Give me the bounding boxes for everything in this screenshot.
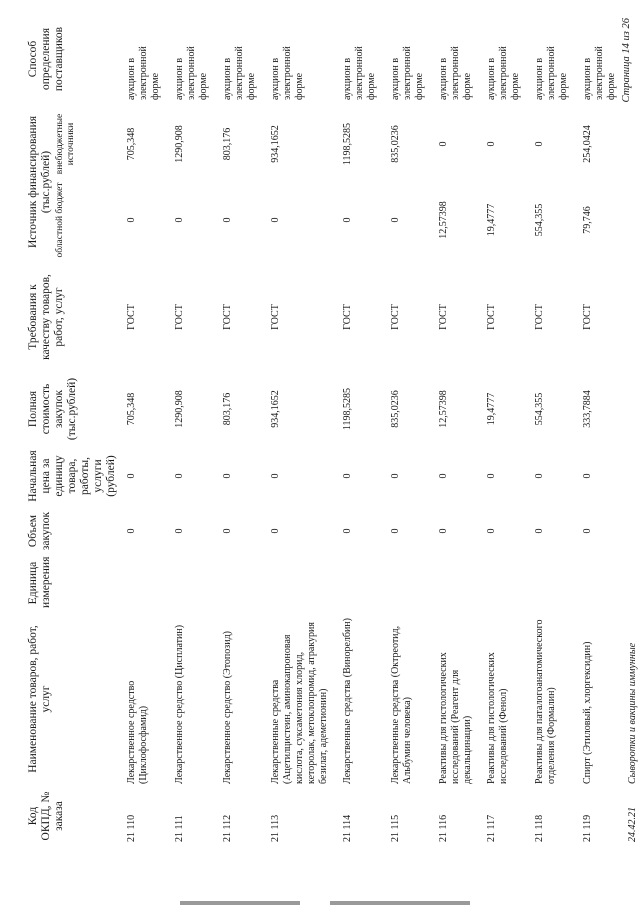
cell-method: аукцион в электронной форме [438,46,473,100]
cell-funding-extra: 1198,5285 [342,122,353,166]
cell-funding [578,103,626,261]
cell-unit-price: 0 [174,473,185,479]
cell-funding [170,103,218,261]
cell-total-cost: 803,176 [222,392,233,426]
cell-name: Лекарственные средства (Ацетилцистеин, аминокапроновая кислота, суксаметония хлорид, кеторолак, метоклопромид, атракурия безилат, адеметионин) [270,621,329,784]
cell-unit [386,555,434,611]
cell-unit [578,555,626,611]
cell-unit-price: 0 [390,473,401,479]
table-row [170,15,218,845]
cell-code: 21 115 [390,814,401,842]
cell-funding-regional: 0 [270,217,281,223]
header-total-cost: Полная стоимость закупок (тыс.рублей) [27,377,78,441]
cell-quality: ГОСТ [222,304,233,330]
cell-funding-extra: 934,1652 [270,125,281,163]
section-title: Сыворотки и вакцины иммунные [627,642,638,784]
cell-quality: ГОСТ [438,304,449,330]
cell-total-cost: 333,7884 [582,390,593,428]
cell-method: аукцион в электронной форме [534,46,569,100]
cell-unit [266,555,338,611]
cell-unit [530,555,578,611]
cell-funding [338,103,386,261]
cell-volume: 0 [390,528,401,534]
cell-funding-extra: 254,0424 [582,125,593,163]
header-unit: Единица измерения [27,556,52,608]
table-row [434,15,482,845]
cell-funding-regional: 0 [390,217,401,223]
table-row [482,15,530,845]
cell-code: 21 113 [270,814,281,842]
cell-funding-regional: 0 [126,217,137,223]
cell-method: аукцион в электронной форме [222,46,257,100]
header-quality: Требования к качеству товаров, работ, услуг [27,274,65,360]
cell-funding-regional: 12,57398 [438,201,449,239]
cell-quality: ГОСТ [174,304,185,330]
cell-unit-price: 0 [534,473,545,479]
cell-name: Реактивы для гистологических исследований (Фенол) [486,652,509,784]
cell-funding-extra: 1290,908 [174,125,185,163]
header-funding-extra: внебюджетные источники [55,113,76,175]
cell-funding-extra: 705,348 [126,127,137,161]
cell-method: аукцион в электронной форме [390,46,425,100]
cell-total-cost: 705,348 [126,392,137,426]
cell-unit-price: 0 [222,473,233,479]
cell-unit-price: 0 [342,473,353,479]
cell-funding-regional: 0 [174,217,185,223]
cell-funding [266,103,338,261]
cell-unit-price: 0 [486,473,497,479]
cell-volume: 0 [486,528,497,534]
cell-volume: 0 [270,528,281,534]
cell-funding-regional: 0 [342,217,353,223]
cell-volume: 0 [582,528,593,534]
cell-name: Реактивы для паталогоанатомического отделения (Формалин) [534,619,557,784]
cell-funding-extra: 0 [438,141,449,147]
cell-total-cost: 12,57398 [438,390,449,428]
table-row [122,15,170,845]
cell-name: Спирт (Этиловый, хлоргексидин) [582,641,593,784]
section-row [626,15,640,845]
cell-funding [434,103,482,261]
cell-funding-regional: 79,746 [582,206,593,234]
cell-code: 21 117 [486,814,497,842]
section-code: 24.42.21 [627,807,638,842]
cell-name: Лекарственные средства (Винорелбин) [342,618,353,784]
scan-edge-mark [330,901,470,905]
scan-edge-mark [180,901,300,905]
cell-funding [386,103,434,261]
cell-volume: 0 [126,528,137,534]
cell-quality: ГОСТ [534,304,545,330]
cell-code: 21 112 [222,814,233,842]
cell-volume: 0 [222,528,233,534]
cell-quality: ГОСТ [486,304,497,330]
header-funding-title: Источник финансирования (тыс.рублей) [27,115,52,249]
cell-funding-regional: 554,355 [534,203,545,237]
header-method: Способ определения поставщиков [27,26,65,92]
cell-unit-price: 0 [582,473,593,479]
header-funding [26,103,122,261]
cell-method: аукцион в электронной форме [582,46,617,100]
cell-unit [482,555,530,611]
cell-method: аукцион в электронной форме [174,46,209,100]
cell-quality: ГОСТ [582,304,593,330]
cell-unit [170,555,218,611]
cell-funding [218,103,266,261]
cell-code: 21 116 [438,814,449,842]
table-row [530,15,578,845]
cell-code: 21 114 [342,814,353,842]
page-number: Страница 14 из 26 [621,18,632,103]
cell-funding [530,103,578,261]
cell-quality: ГОСТ [270,304,281,330]
cell-method: аукцион в электронной форме [270,46,305,100]
cell-code: 21 118 [534,814,545,842]
cell-volume: 0 [174,528,185,534]
cell-unit-price: 0 [438,473,449,479]
cell-code: 21 111 [174,815,185,842]
cell-code: 21 119 [582,814,593,842]
cell-code: 21 110 [126,814,137,842]
cell-quality: ГОСТ [342,304,353,330]
header-funding-regional: областной бюджет [55,182,65,258]
cell-name: Лекарственное средство (Этопозид) [222,630,233,784]
cell-name: Лекарственное средство (Цисплатин) [174,624,185,784]
cell-funding [122,103,170,261]
cell-funding-extra: 0 [534,141,545,147]
table-row [578,15,626,845]
cell-quality: ГОСТ [390,304,401,330]
header-code: Код ОКПД, № заказа [27,791,65,841]
cell-method: аукцион в электронной форме [486,46,521,100]
cell-total-cost: 554,355 [534,392,545,426]
cell-funding-regional: 19,4777 [486,203,497,237]
cell-name: Лекарственное средство (Циклофосфамид) [126,680,149,784]
cell-unit [218,555,266,611]
table-row [266,15,338,845]
cell-unit-price: 0 [126,473,137,479]
table-row [218,15,266,845]
cell-funding-extra: 803,176 [222,127,233,161]
cell-unit-price: 0 [270,473,281,479]
cell-volume: 0 [438,528,449,534]
cell-method: аукцион в электронной форме [126,46,161,100]
cell-quality: ГОСТ [126,304,137,330]
cell-total-cost: 934,1652 [270,390,281,428]
cell-total-cost: 1290,908 [174,390,185,428]
table-header-row [26,15,122,845]
cell-total-cost: 19,4777 [486,392,497,426]
cell-funding-extra: 835,0236 [390,125,401,163]
table-row [386,15,434,845]
cell-name: Лекарственные средства (Октреотид, Альбумин человека) [390,625,413,784]
cell-unit [122,555,170,611]
cell-funding [482,103,530,261]
cell-unit [434,555,482,611]
cell-volume: 0 [342,528,353,534]
cell-funding-regional: 0 [222,217,233,223]
header-unit-price: Начальная цена за единицу товара, работы, услуги (рублей) [27,450,117,502]
header-name: Наименование товаров, работ, услуг [27,625,52,773]
cell-name: Реактивы для гистологических исследований (Реагент для декальцинации) [438,652,473,784]
cell-unit [338,555,386,611]
cell-total-cost: 1198,5285 [342,387,353,431]
table-row [338,15,386,845]
procurement-table [26,15,640,845]
cell-volume: 0 [534,528,545,534]
cell-funding-extra: 0 [486,141,497,147]
header-volume: Объем закупок [27,511,52,551]
cell-method: аукцион в электронной форме [342,46,377,100]
cell-total-cost: 835,0236 [390,390,401,428]
